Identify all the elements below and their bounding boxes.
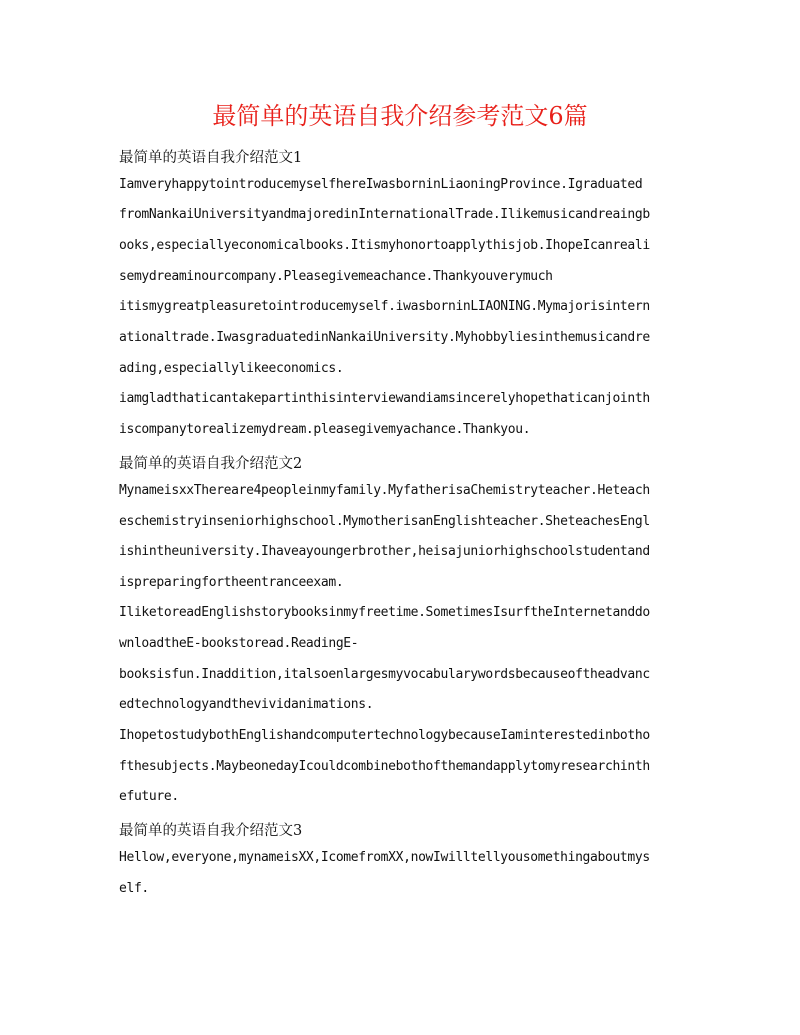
text-line: fromNankaiUniversityandmajoredinInternationalTrade.Ilikemusicandreaingb <box>119 207 650 222</box>
text-line: iamgladthaticantakepartinthisinterviewandiamsincerelyhopethaticanjointh <box>119 391 650 406</box>
text-line: IliketoreadEnglishstorybooksinmyfreetime.SometimesIsurftheInternetanddo <box>119 605 650 620</box>
text-line: fthesubjects.MaybeonedayIcouldcombinebothofthemandapplytomyresearchinth <box>119 759 650 774</box>
text-line: iscompanytorealizemydream.pleasegivemyachance.Thankyou. <box>119 422 531 437</box>
text-line: IamveryhappytointroducemyselfhereIwasborninLiaoningProvince.Igraduated <box>119 177 643 192</box>
text-line: ispreparingfortheentranceexam. <box>119 575 344 590</box>
text-line: Hellow,everyone,mynameisXX,IcomefromXX,nowIwilltellyousomethingaboutmys <box>119 850 650 865</box>
text-line: semydreaminourcompany.Pleasegivemeachance.Thankyouverymuch <box>119 269 553 284</box>
text-line: ishintheuniversity.Ihaveayoungerbrother,heisajuniorhighschoolstudentand <box>119 544 650 559</box>
text-line: ooks,especiallyeconomicalbooks.Itismyhonortoapplythisjob.IhopeIcanreali <box>119 238 650 253</box>
text-line: MynameisxxThereare4peopleinmyfamily.MyfatherisaChemistryteacher.Heteach <box>119 483 650 498</box>
section-heading-2: 最简单的英语自我介绍范文2 <box>119 456 303 472</box>
text-line: edtechnologyandthevividanimations. <box>119 697 374 712</box>
text-line: eschemistryinseniorhighschool.MymotherisanEnglishteacher.SheteachesEngl <box>119 514 650 529</box>
text-line: booksisfun.Inaddition,italsoenlargesmyvocabularywordsbecauseoftheadvanc <box>119 667 650 682</box>
text-line: ading,especiallylikeeconomics. <box>119 361 344 376</box>
section-heading-1: 最简单的英语自我介绍范文1 <box>119 150 303 166</box>
section-heading-3: 最简单的英语自我介绍范文3 <box>119 823 303 839</box>
text-line: ationaltrade.IwasgraduatedinNankaiUniversity.Myhobbyliesinthemusicandre <box>119 330 650 345</box>
text-line: IhopetostudybothEnglishandcomputertechnologybecauseIaminterestedinbotho <box>119 728 650 743</box>
text-line: itismygreatpleasuretointroducemyself.iwasborninLIAONING.Mymajorisintern <box>119 299 650 314</box>
text-line: elf. <box>119 881 149 896</box>
text-line: wnloadtheE-bookstoread.ReadingE- <box>119 636 359 651</box>
text-line: efuture. <box>119 789 179 804</box>
document-title: 最简单的英语自我介绍参考范文6篇 <box>212 102 588 130</box>
